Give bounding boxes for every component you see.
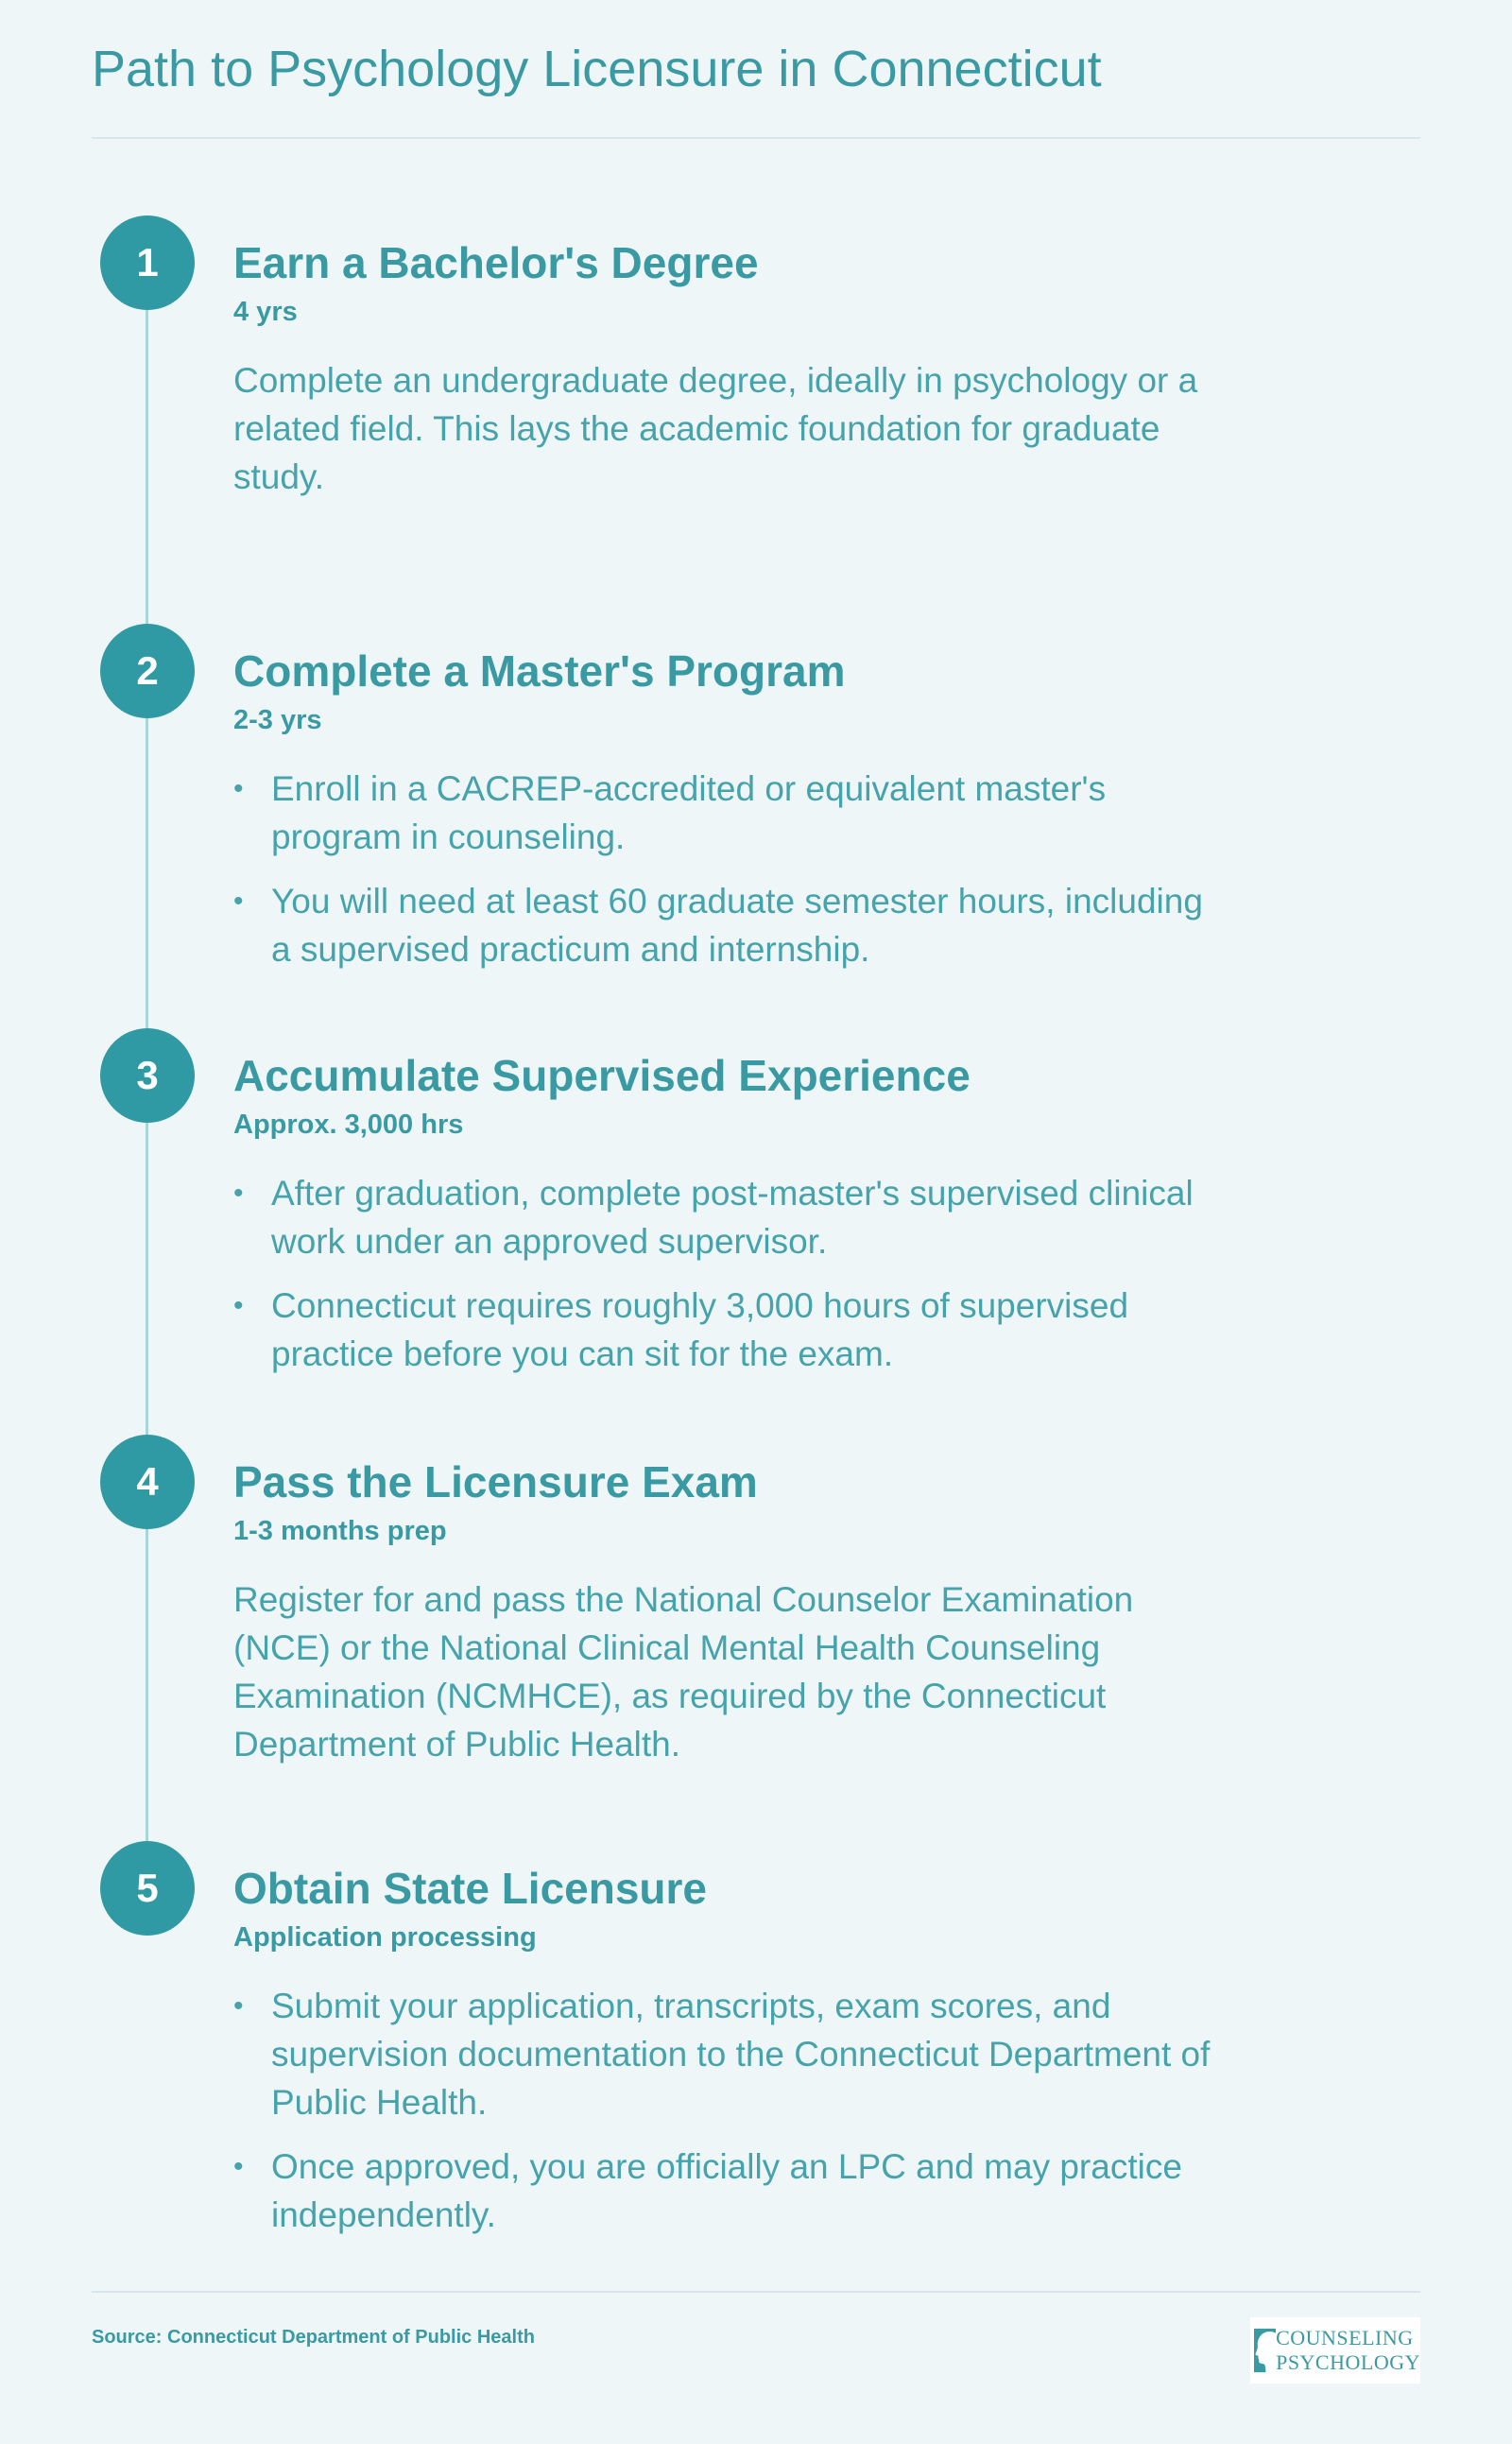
step-bullet-list	[233, 1169, 1216, 1378]
list-item-text: Enroll in a CACREP-accredited or equivalent master's program in counseling.	[271, 769, 1107, 856]
source-note: Source: Connecticut Department of Public Health	[92, 2327, 535, 2348]
step-number-badge: 5	[100, 1841, 195, 1936]
bullet-icon: •	[233, 1178, 244, 1209]
step-title: Obtain State Licensure	[233, 1864, 708, 1913]
step-duration: 4 yrs	[233, 297, 298, 327]
list-item	[233, 765, 1216, 861]
step-number-badge: 2	[100, 624, 195, 718]
step-duration: 2-3 yrs	[233, 705, 322, 735]
step-duration: 1-3 months prep	[233, 1516, 447, 1546]
logo-line-1: COUNSELING	[1276, 2326, 1414, 2349]
head-silhouette-icon	[1254, 2322, 1276, 2379]
list-item-text: After graduation, complete post-master's supervised clinical work under an approved supervisor.	[271, 1174, 1194, 1261]
list-item-text: Connecticut requires roughly 3,000 hours of supervised practice before you can sit for the exam.	[271, 1286, 1129, 1373]
bullet-icon: •	[233, 886, 244, 917]
step-duration: Approx. 3,000 hrs	[233, 1110, 464, 1140]
list-item-text: You will need at least 60 graduate semester hours, including a supervised practicum and internship.	[271, 882, 1203, 969]
footer-divider	[92, 2291, 1420, 2293]
bullet-icon: •	[233, 773, 244, 804]
step-description: Complete an undergraduate degree, ideally in psychology or a related field. This lays the academic foundation for graduate study.	[233, 361, 1198, 496]
step-duration: Application processing	[233, 1922, 537, 1953]
step-description: Register for and pass the National Counselor Examination (NCE) or the National Clinical Mental Health Counseling Examination (NCMHCE), as required by the Connecticut Department of Public Health.	[233, 1580, 1134, 1764]
step-title: Earn a Bachelor's Degree	[233, 238, 759, 287]
step-bullet-list	[233, 765, 1216, 973]
list-item	[233, 1282, 1216, 1378]
step-title: Accumulate Supervised Experience	[233, 1051, 971, 1100]
list-item-text: Submit your application, transcripts, exam scores, and supervision documentation to the Connecticut Department of Public Health.	[271, 1987, 1211, 2122]
list-item-text: Once approved, you are officially an LPC and may practice independently.	[271, 2147, 1182, 2234]
step-number-badge: 3	[100, 1028, 195, 1123]
list-item	[233, 2143, 1216, 2239]
step-number-badge: 1	[100, 215, 195, 310]
step-title: Pass the Licensure Exam	[233, 1457, 758, 1506]
list-item	[233, 877, 1216, 973]
bullet-icon: •	[233, 1990, 244, 2022]
title-divider	[92, 137, 1420, 139]
list-item	[233, 1169, 1216, 1265]
bullet-icon: •	[233, 1290, 244, 1321]
counseling-psychology-logo	[1250, 2317, 1420, 2384]
step-bullet-list	[233, 1982, 1216, 2239]
step-title: Complete a Master's Program	[233, 646, 846, 696]
list-item	[233, 1982, 1216, 2126]
logo-wordmark	[1276, 2326, 1420, 2375]
step-number-badge: 4	[100, 1435, 195, 1529]
bullet-icon: •	[233, 2151, 244, 2182]
page-title: Path to Psychology Licensure in Connecticut	[92, 41, 1102, 97]
logo-line-2: PSYCHOLOGY	[1276, 2350, 1420, 2374]
